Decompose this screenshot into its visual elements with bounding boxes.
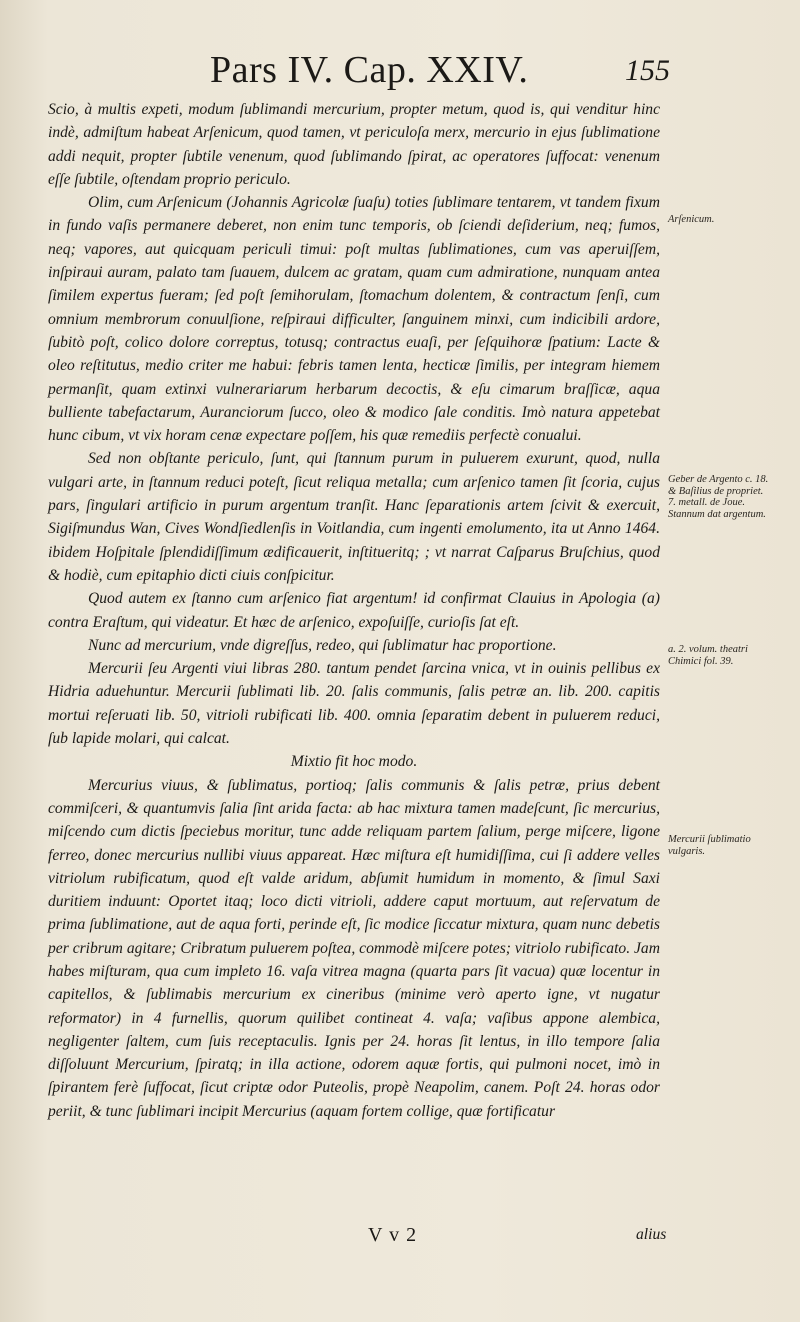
paragraph-olim: Olim, cum Arſenicum (Johannis Agricolæ ſuaſu) toties ſublimare tentarem, vt tandem fixum in fundo vaſis permanere deberet, non enim tunc temporis, ob ſciendi deſiderium, neq; fumos, neq; vapores, aut quicquam periculi timui: poſt multas ſublimationes, cum vas aperuiſſem, inſpiraui auram, palato tam ſuauem, dulcem ac gratam, quam cum admiratione, nunquam antea ſimilem expertus fueram; ſed poſt ſemihorulam, ſtomachum dolentem, & contractum ſenſi, cum omnium membrorum conuulſione, reſpiraui difficulter, ſanguinem minxi, cum indicibili ardore, ſubitò poſt, colico dolore correptus, totusq; contractus euaſi, per ſeſquihoræ ſpatium: Lacte & oleo reſtitutus, medio criter me habui: febris tamen lenta, hecticæ ſimilis, per integram hiemem permanſit, quam extinxi vulnerariarum herbarum decoctis, & eſu cimarum braſſicæ, aqua bulliente tabefactarum, Auranciorum ſucco, oleo & modico ſale conditis. Imò natura appetebat hunc cibum, vt vix horam cenæ expectare poſſem, his quæ remediis perfectè conualui.: [48, 194, 660, 445]
margin-note-arsenicum: Arſenicum.: [668, 214, 715, 225]
catchword: alius: [636, 1226, 667, 1243]
margin-note-mercurii: Mercurii ſublimatio vulgaris.: [668, 834, 751, 857]
margin-note-geber: Geber de Argento c. 18. & Baſilius de propriet. 7. metall. de Joue. Stannum dat argentum.: [668, 474, 769, 520]
paragraph-mixtio: Mixtio fit hoc modo.: [290, 753, 418, 771]
paragraph-quod-autem: Quod autem ex ſtanno cum arſenico fiat argentum! id confirmat Clauius in Apologia (a) contra Eraſtum, qui videatur. Et hæc de arſenico, expoſuiſſe, curioſis ſat eſt.: [48, 590, 660, 631]
page-header: [190, 48, 690, 96]
paragraph-mercurii: Mercurii ſeu Argenti viui libras 280. tantum pendet ſarcina vnica, vt in ouinis pellibus ex Hidria aduehuntur. Mercurii ſublimati lib. 20. ſalis communis, ſalis petræ an. lib. 200. capitis mortui reſeruati lib. 50, vitrioli rubificati lib. 400. omnia ſeparatim debent in puluerem reduci, ſub lapide molari, qui calcat.: [48, 660, 660, 748]
body-text: [48, 98, 660, 1123]
paragraph-nunc-ad: Nunc ad mercurium, vnde digreſſus, redeo, qui ſublimatur hac proportione.: [88, 636, 557, 654]
paragraph-mercurius-viuus: Mercurius viuus, & ſublimatus, portioq; ſalis communis & ſalis petræ, prius debent commiſceri, & quantumvis ſalia ſint arida facta: ab hac mixtura tamen madeſcunt, ſic mercurius, miſcendo cum dictis ſpeciebus moritur, tunc adde reliquam partem ſalium, perge miſcere, ligone ferreo, donec mercurius nullibi viuus appareat. Hæc miſtura eſt humidiſſima, cui ſi addere velles vitriolum rubificatum, quod eſt valde aridum, abſumit humidum in momento, & ſimul Saxi duritiem induunt: Oportet itaq; loco dicti vitrioli, addere caput mortuum, aut reſervatum de prima ſublimatione, aut de aqua forti, perinde eſt, ſic modice ſiccatur mixtura, quam nunc debetis per cribrum agitare; Cribratum puluerem poſtea, commodè miſcere potes; vitriolo rubificato. Jam habes miſturam, qua cum impleto 16. vaſa vitrea magna (quarta pars ſit vacua) quæ locentur in capitellos, & ſublimabis mercurium ex cineribus (minime verò aperto igne, vt nugatur reformator) in 4 furnellis, quorum quilibet contineat 4. vaſa; vaſibus appone alembica, negligenter ſaltem, cum ſuis receptaculis. Ignis per 24. horas ſit lentus, in illo tempore ſalia diſſoluunt Mercurium, ſpiratq; in illa actione, odorem aquæ fortis, qui pulmoni nocet, imò in ſpirantem ferè ſuffocat, ſicut criptæ odor Puteolis, propè Neapolim, canem. Poſt 24. horas odor periit, & tunc ſublimari incipit Mercurius (aquam fortem collige, quæ fortificatur: [48, 776, 660, 1120]
signature-mark: V v 2: [368, 1224, 418, 1246]
running-title: Pars IV. Cap. XXIV.: [210, 49, 529, 91]
page-number: 155: [625, 54, 670, 87]
paragraph-scio: Scio, à multis expeti, modum ſublimandi mercurium, propter metum, quod is, qui venditur hinc indè, admiſtum habeat Arſenicum, quod tamen, vt periculoſa merx, mercurio in ejus ſublimatione addi nequit, propter ſubtile venenum, quod ſublimando ſpirat, ac operatores ſuffocat: venenum eſſe ſubtile, oſtendam proprio periculo.: [48, 101, 660, 188]
paragraph-sed-non: Sed non obſtante periculo, ſunt, qui ſtannum purum in puluerem exurunt, quod, nulla vulgari arte, in ſtannum reduci poteſt, ſicut reliqua metalla; cum arſenico tamen ſit ſcoria, cujus pars, ſingulari artificio in purum argentum tranſit. Hanc ſeparationis artem ſcivit & exercuit, Sigiſmundus Wan, Cives Wondſiedlenſis in Voitlandia, cum ingenti emolumento, ita ut Anno 1464. ibidem Hoſpitale ſplendidiſſimum ædificauerit, inſtitueritq; ; vt narrat Caſparus Bruſchius, quod & hodiè, cum epitaphio dicti ciuis conſpicitur.: [48, 450, 660, 584]
margin-note-theatri: a. 2. volum. theatri Chimici fol. 39.: [668, 644, 748, 667]
